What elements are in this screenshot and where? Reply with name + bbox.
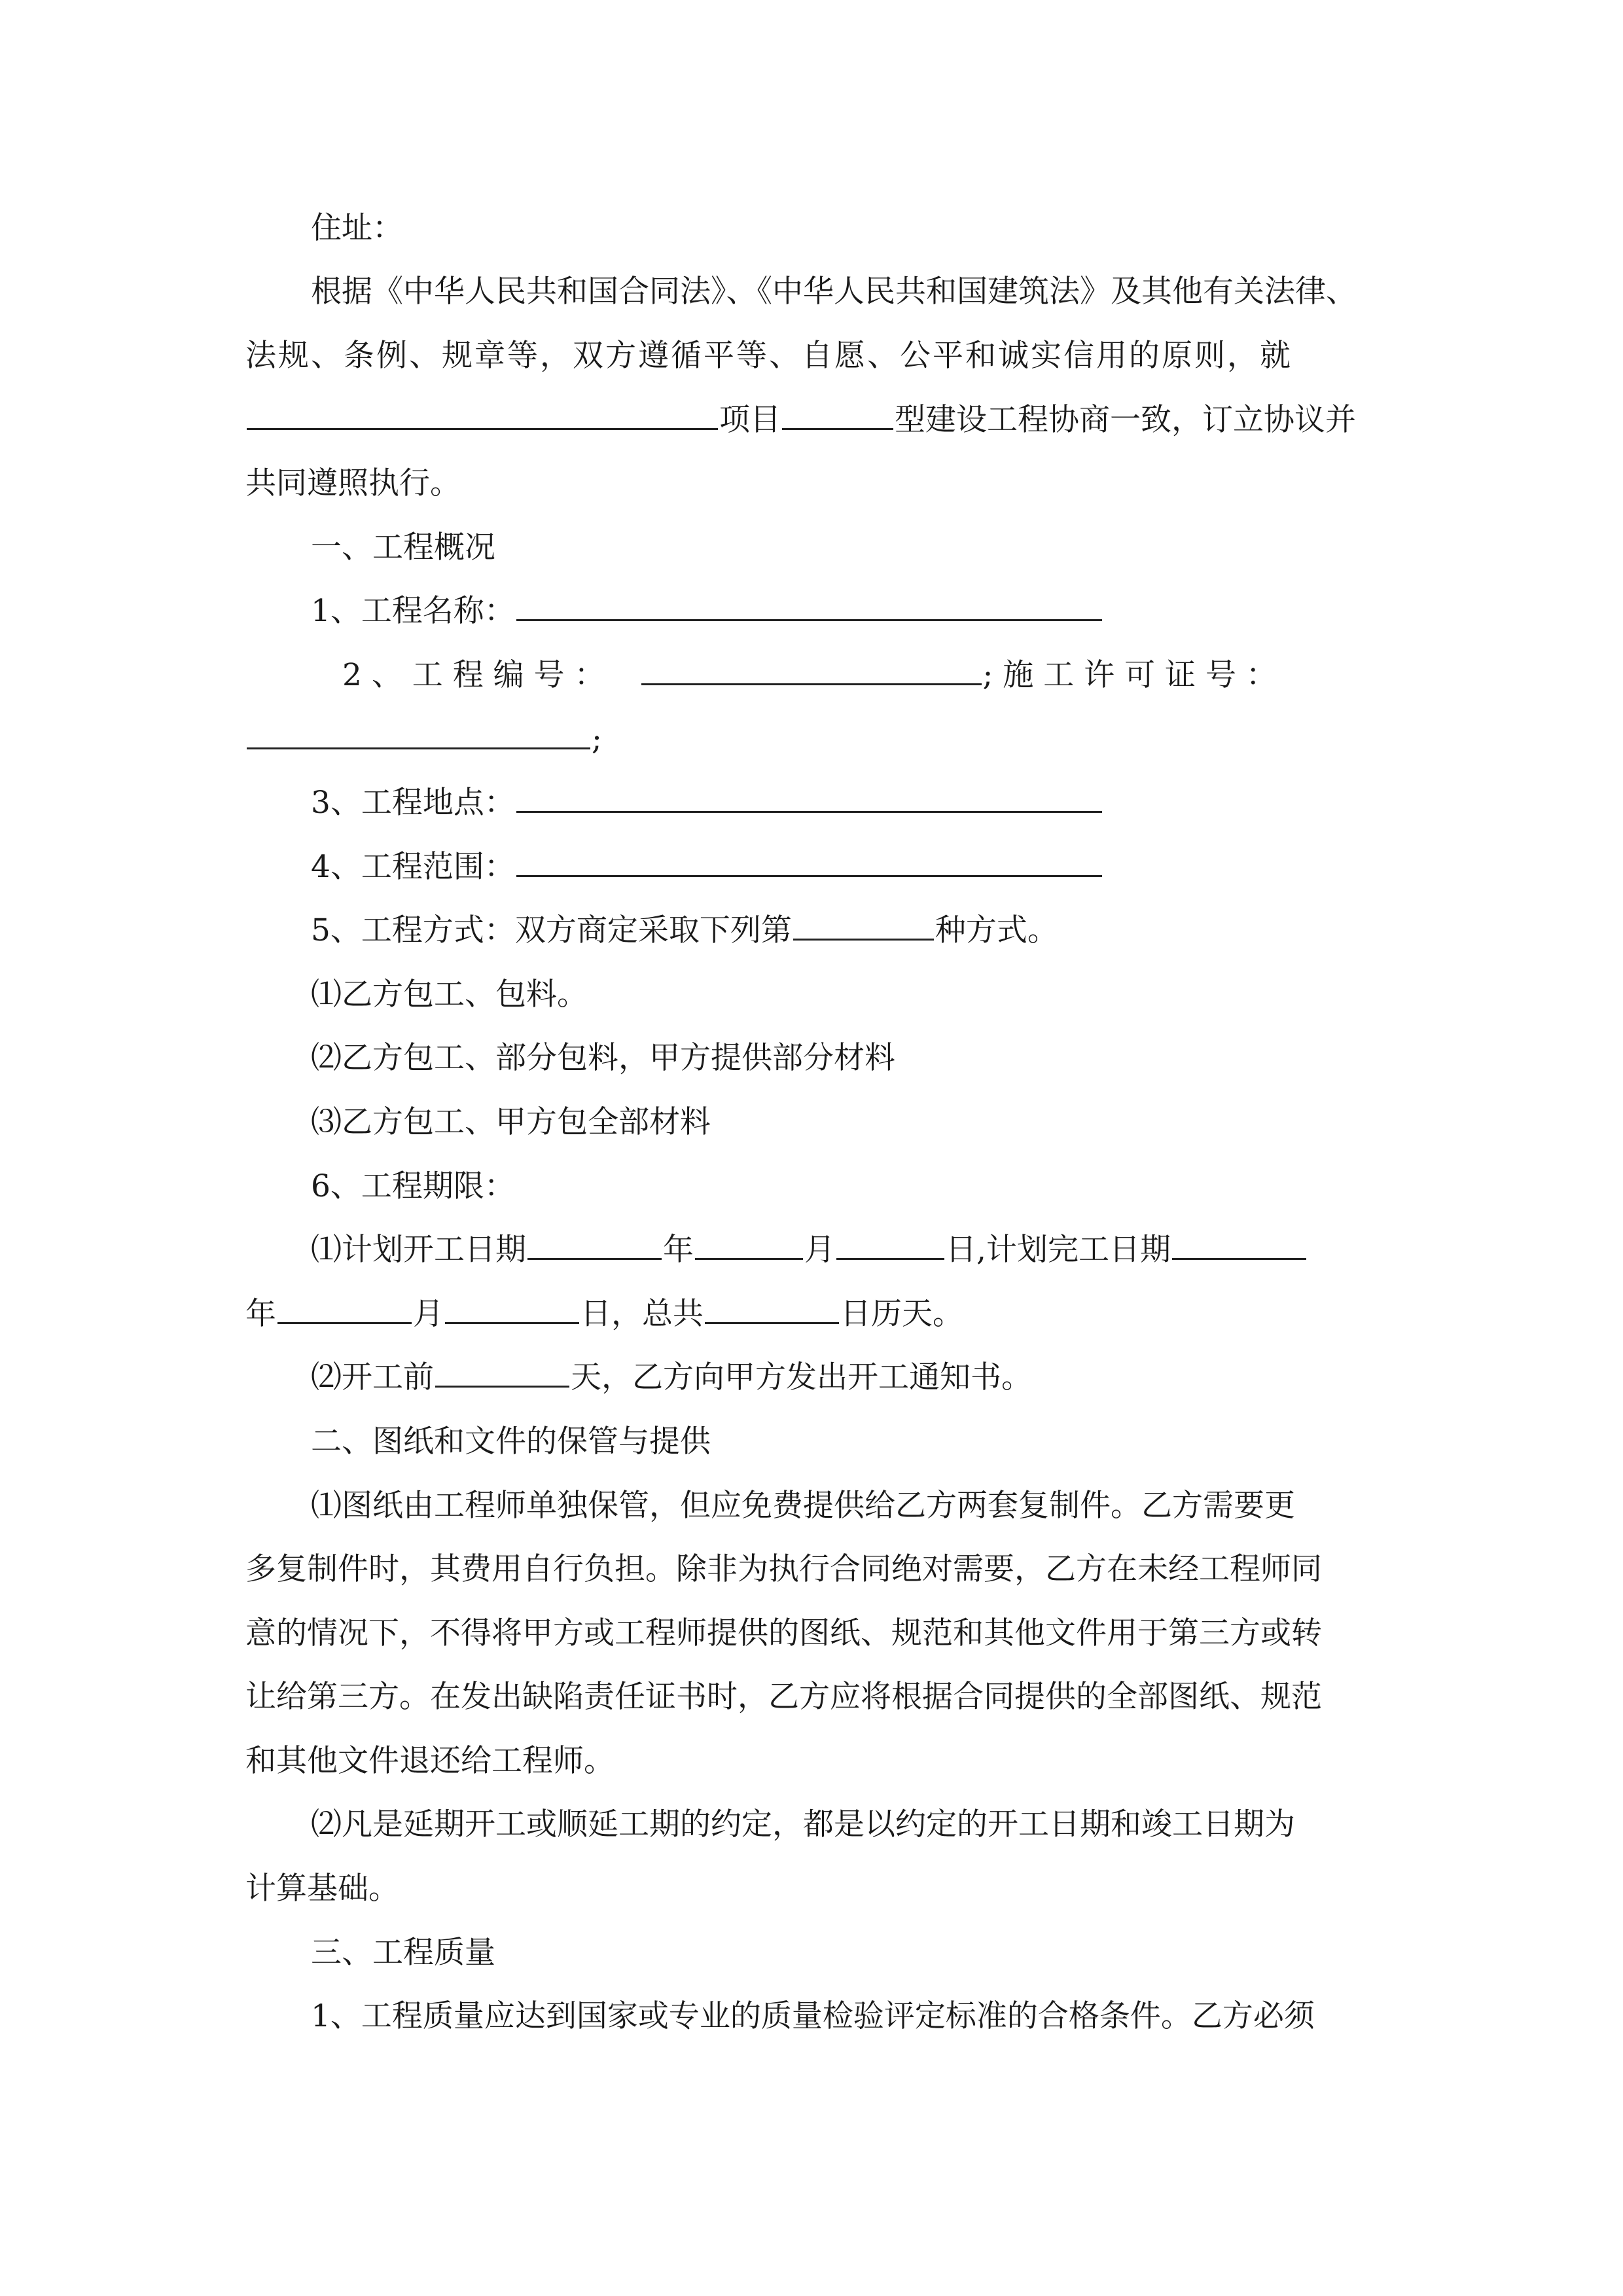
section-2-p2-line-2: 计算基础。: [245, 1871, 399, 1907]
end-year-field[interactable]: [1172, 1229, 1306, 1260]
start-year-field[interactable]: [527, 1229, 662, 1260]
method-option-1: ⑴乙方包工、包料。: [311, 977, 588, 1013]
section-2-heading: 二、图纸和文件的保管与提供: [311, 1424, 711, 1460]
project-number-field[interactable]: [641, 654, 982, 685]
project-scope-field[interactable]: [516, 846, 1102, 877]
method-option-2: ⑵乙方包工、部分包料，甲方提供部分材料: [311, 1040, 895, 1076]
section-1-heading: 一、工程概况: [311, 529, 495, 565]
preamble-line-1: 根据《中华人民共和国合同法》、《中华人民共和国建筑法》及其他有关法律、: [311, 274, 1357, 310]
preamble-line-2: 法规、条例、规章等，双方遵循平等、自愿、公平和诚实信用的原则，就: [245, 338, 1293, 374]
project-location-item: 3、工程地点：: [245, 771, 1443, 835]
permit-number-line: ;: [245, 708, 1378, 772]
section-2-p1-line-4: 让给第三方。在发出缺陷责任证书时，乙方应将根据合同提供的全部图纸、规范: [245, 1679, 1322, 1715]
project-period-item: 6、工程期限：: [311, 1168, 515, 1204]
planned-dates-line-1: ⑴计划开工日期 年 月 日,计划完工日期: [245, 1218, 1443, 1282]
project-name-field[interactable]: [516, 590, 1102, 621]
total-days-field[interactable]: [705, 1293, 839, 1324]
end-day-field[interactable]: [445, 1293, 579, 1324]
address-label: 住址：: [311, 210, 403, 246]
project-method-item: 5、工程方式：双方商定采取下列第 种方式。: [245, 899, 1443, 963]
permit-number-field[interactable]: [247, 718, 590, 749]
section-2-p1-line-1: ⑴图纸由工程师单独保管，但应免费提供给乙方两套复制件。乙方需要更: [311, 1488, 1295, 1524]
project-type-blank[interactable]: [782, 399, 893, 430]
notice-days-field[interactable]: [435, 1356, 569, 1388]
section-2-p2-line-1: ⑵凡是延期开工或顺延工期的约定，都是以约定的开工日期和竣工日期为: [311, 1806, 1295, 1842]
preamble-line-4: 共同遵照执行。: [245, 465, 461, 501]
project-name-item: 1、工程名称：: [245, 579, 1443, 643]
project-number-item: 2 、 工 程 编 号 ： ; 施 工 许 可 证 号 ：: [245, 643, 1474, 708]
start-day-field[interactable]: [836, 1229, 944, 1260]
method-option-3: ⑶乙方包工、甲方包全部材料: [311, 1104, 711, 1140]
section-3-p1-line-1: 1、工程质量应达到国家或专业的质量检验评定标准的合格条件。乙方必须: [311, 1998, 1315, 2034]
section-2-p1-line-2: 多复制件时，其费用自行负担。除非为执行合同绝对需要，乙方在未经工程师同: [245, 1551, 1322, 1587]
start-notice-item: ⑵开工前 天，乙方向甲方发出开工通知书。: [245, 1346, 1443, 1410]
section-2-p1-line-5: 和其他文件退还给工程师。: [245, 1743, 615, 1779]
planned-dates-line-2: 年 月 日，总共 日历天。: [245, 1282, 1378, 1346]
preamble-line-3: 项目 型建设工程协商一致，订立协议并: [245, 388, 1378, 452]
end-month-field[interactable]: [277, 1293, 412, 1324]
section-3-heading: 三、工程质量: [311, 1935, 495, 1971]
section-2-p1-line-3: 意的情况下，不得将甲方或工程师提供的图纸、规范和其他文件用于第三方或转: [245, 1615, 1322, 1651]
method-choice-field[interactable]: [793, 909, 934, 941]
project-location-field[interactable]: [516, 781, 1102, 813]
start-month-field[interactable]: [695, 1229, 803, 1260]
project-name-blank[interactable]: [247, 399, 718, 430]
project-scope-item: 4、工程范围：: [245, 835, 1443, 899]
